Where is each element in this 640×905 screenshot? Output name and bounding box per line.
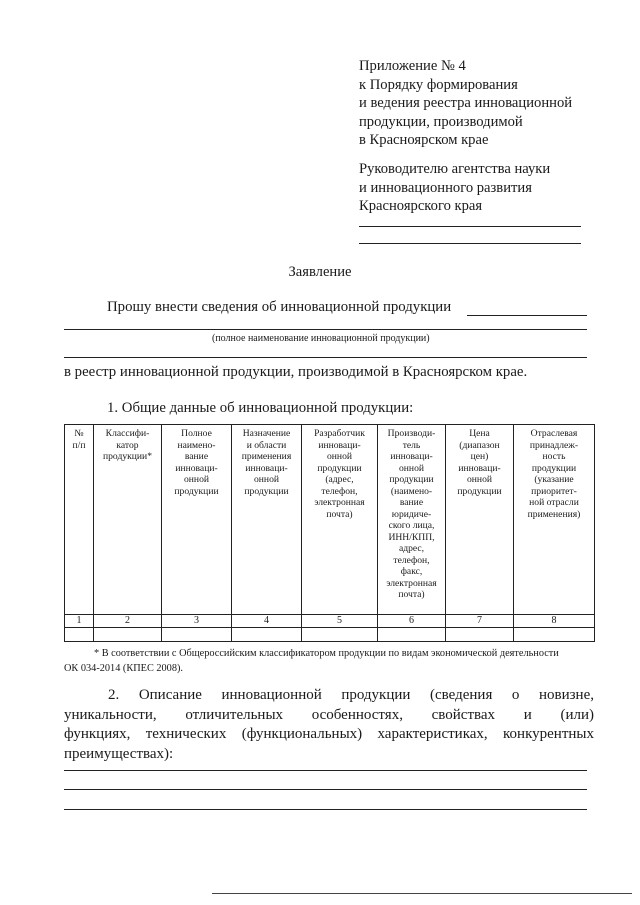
product-name-blank	[64, 329, 587, 330]
column-number: 8	[514, 615, 595, 628]
column-header-text: Назначение и области применения инноваци- онной продукции	[241, 428, 292, 497]
column-number: 6	[378, 615, 446, 628]
appendix-line: Приложение № 4	[359, 58, 466, 74]
recipient-line: Руководителю агентства науки	[359, 161, 551, 177]
appendix-header	[359, 57, 572, 150]
column-header	[302, 425, 378, 615]
appendix-line: в Красноярском крае	[359, 132, 489, 148]
recipient-line: и инновационного развития	[359, 179, 532, 196]
section1-title: 1. Общие данные об инновационной продукции:	[107, 400, 414, 416]
request-line: Прошу внести сведения об инновационной продукции	[107, 299, 452, 315]
recipient-blank-line	[359, 226, 581, 227]
column-header	[65, 425, 94, 615]
column-header-text: Производи- тель инноваци- онной продукции (наимено- вание юридиче- ского лица, ИНН/КПП, адрес, телефон, факс, электронная почта)	[386, 428, 437, 600]
document-title: Заявление	[288, 264, 352, 280]
column-number: 2	[94, 615, 162, 628]
column-header	[446, 425, 514, 615]
column-header-text: Полное наимено- вание инноваци- онной продукции	[174, 428, 219, 497]
product-name-caption: (полное наименование инновационной продукции)	[212, 333, 430, 344]
section2-line: функциях, технических (функциональных) характеристиках, конкурентных	[64, 726, 594, 742]
column-header-text: Отраслевая принадлеж- ность продукции (указание приоритет- ной отрасли применения)	[527, 428, 581, 520]
table-cell	[378, 628, 446, 642]
recipient-line: Красноярского края	[359, 198, 483, 214]
product-name-blank	[467, 315, 587, 316]
appendix-line: продукции, производимой	[359, 113, 523, 130]
column-number: 7	[446, 615, 514, 628]
recipient-blank-line	[359, 243, 581, 244]
table-cell	[302, 628, 378, 642]
section2-line: преимуществах):	[64, 745, 174, 762]
column-header-text: Разработчик инноваци- онной продукции (адрес, телефон, электронная почта)	[314, 428, 365, 520]
footnote	[64, 646, 594, 676]
column-header	[162, 425, 232, 615]
column-number: 5	[302, 615, 378, 628]
description-blank-line	[64, 789, 587, 790]
column-header	[514, 425, 595, 615]
product-data-table	[64, 424, 595, 642]
description-blank-line	[64, 770, 587, 771]
column-header	[232, 425, 302, 615]
section2-paragraph	[64, 686, 594, 764]
page-edge-line	[212, 893, 632, 894]
description-blank-line	[64, 809, 587, 810]
product-name-blank	[64, 357, 587, 358]
footnote-line: ОК 034-2014 (КПЕС 2008).	[64, 663, 183, 674]
column-number: 3	[162, 615, 232, 628]
column-number: 4	[232, 615, 302, 628]
column-header	[378, 425, 446, 615]
column-number: 1	[65, 615, 94, 628]
table-cell	[94, 628, 162, 642]
table-cell	[162, 628, 232, 642]
registry-line: в реестр инновационной продукции, производимой в Красноярском крае.	[64, 364, 528, 380]
table-cell	[514, 628, 595, 642]
appendix-line: к Порядку формирования	[359, 76, 518, 93]
table-cell	[232, 628, 302, 642]
appendix-line: и ведения реестра инновационной	[359, 95, 573, 111]
footnote-line: * В соответствии с Общероссийским классификатором продукции по видам экономической деятельности	[94, 648, 559, 659]
recipient-block	[359, 160, 550, 216]
column-header	[94, 425, 162, 615]
table-cell	[65, 628, 94, 642]
table-cell	[446, 628, 514, 642]
section2-line: 2. Описание инновационной продукции (сведения о новизне,	[108, 687, 594, 703]
section2-line: уникальности, отличительных особенностях, свойствах и (или)	[64, 706, 594, 723]
column-header-text: № п/п	[72, 428, 86, 451]
column-header-text: Классифи- катор продукции*	[103, 428, 152, 462]
column-header-text: Цена (диапазон цен) инноваци- онной продукции	[457, 428, 502, 497]
